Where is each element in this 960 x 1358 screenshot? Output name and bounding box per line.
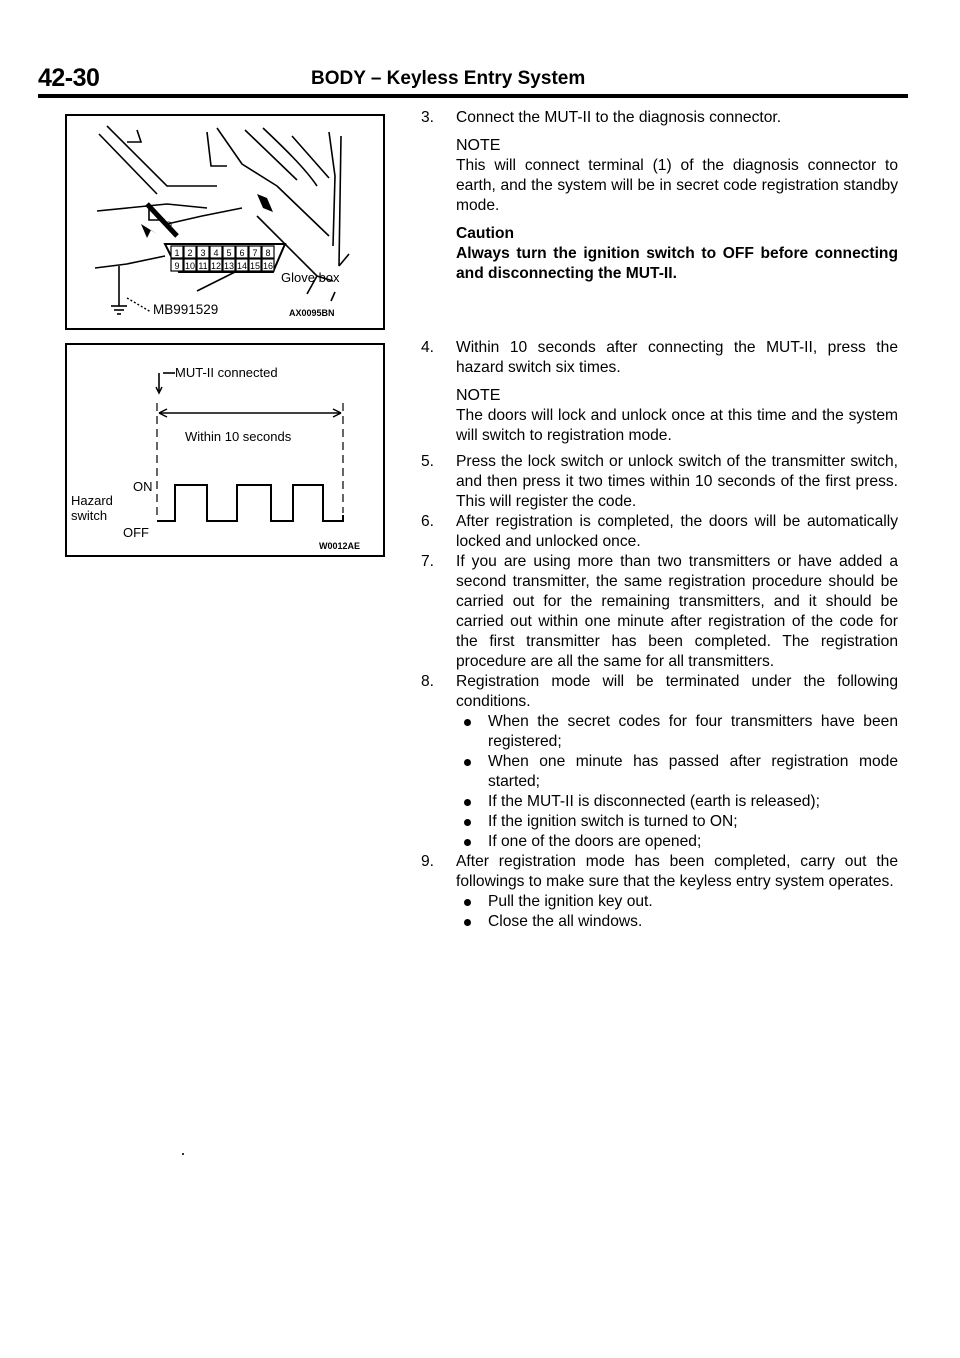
step-number: 9. — [421, 853, 435, 870]
step-text: Press the lock switch or unlock switch of the transmitter switch, and then press it two times within 10 seconds of the first press. This will register the code. — [456, 453, 898, 510]
list-item: When the secret codes for four transmitters have been registered; — [456, 712, 898, 752]
step-text: After registration mode has been completed, carry out the followings to make sure that the keyless entry system operates. — [456, 853, 898, 890]
step-3 — [421, 108, 898, 284]
page-header — [38, 64, 908, 96]
page-number: 42-30 — [38, 64, 100, 92]
hazard-label: Hazard — [71, 493, 113, 508]
bullet-icon — [464, 719, 471, 726]
step-number: 4. — [421, 339, 435, 356]
step-text: If you are using more than two transmitters or have added a second transmitter, the same registration procedure should be carried out for the remaining transmitters, and it should be carried out within one minute after registration of the code for the first transmitter has been completed. The registration procedure are all the same for all transmitters. — [456, 553, 898, 670]
connector-pin-number: 6 — [239, 248, 245, 258]
page-title: BODY – Keyless Entry System — [311, 68, 586, 89]
note-text: This will connect terminal (1) of the diagnosis connector to earth, and the system will be in secret code registration standby mode. — [456, 157, 898, 214]
step-9-bullets — [421, 892, 898, 932]
connector-pin-number: 8 — [265, 248, 271, 258]
step-8-bullets — [421, 712, 898, 852]
connector-pin-number: 12 — [210, 261, 222, 271]
scan-speck — [182, 1153, 184, 1155]
bullet-icon — [464, 759, 471, 766]
step-9 — [421, 852, 898, 892]
step-text: After registration is completed, the doors will be automatically locked and unlocked once. — [456, 513, 898, 550]
figure-code: W0012AE — [319, 541, 361, 551]
step-5 — [421, 452, 898, 512]
list-item: Pull the ignition key out. — [456, 892, 898, 912]
list-item: If one of the doors are opened; — [456, 832, 898, 852]
caution-label: Caution — [456, 225, 515, 242]
connector-illustration — [67, 116, 383, 328]
connector-pin-number: 10 — [184, 261, 196, 271]
connector-pin-number: 15 — [249, 261, 261, 271]
step-4 — [421, 338, 898, 446]
bullet-icon — [464, 899, 471, 906]
step-text: Within 10 seconds after connecting the MUT-II, press the hazard switch six times. — [456, 339, 898, 376]
pointer-icon — [141, 224, 157, 238]
connector-pin-number: 14 — [236, 261, 248, 271]
step-number: 7. — [421, 553, 435, 570]
glove-box-label: Glove box — [281, 270, 340, 285]
on-label: ON — [133, 479, 153, 494]
ground-symbol — [111, 266, 127, 314]
procedure-column — [421, 108, 898, 932]
connector-top-pins — [171, 246, 274, 258]
connector-bottom-pins — [171, 259, 274, 271]
list-item: If the ignition switch is turned to ON; — [456, 812, 898, 832]
list-item: If the MUT-II is disconnected (earth is released); — [456, 792, 898, 812]
figure-code: AX0095BN — [289, 308, 335, 318]
step-7 — [421, 552, 898, 672]
caution-text: Always turn the ignition switch to OFF before connecting and disconnecting the MUT-II. — [456, 245, 898, 282]
off-label: OFF — [123, 525, 149, 540]
connector-pin-number: 5 — [226, 248, 232, 258]
hazard-switch-timing-figure — [65, 343, 385, 557]
list-item: When one minute has passed after registration mode started; — [456, 752, 898, 792]
connector-pin-number: 1 — [174, 248, 180, 258]
connector-pin-number: 13 — [223, 261, 235, 271]
connector-pin-number: 3 — [200, 248, 206, 258]
step-text: Connect the MUT-II to the diagnosis connector. — [456, 109, 782, 126]
connector-pin-number: 2 — [187, 248, 193, 258]
bullet-icon — [464, 919, 471, 926]
step-text: Registration mode will be terminated under the following conditions. — [456, 673, 898, 710]
step-number: 5. — [421, 453, 435, 470]
note-text: The doors will lock and unlock once at this time and the system will switch to registration mode. — [456, 407, 898, 444]
header-rule — [38, 94, 908, 98]
bullet-icon — [464, 839, 471, 846]
connector-pin-number: 16 — [262, 261, 274, 271]
timing-diagram — [67, 345, 383, 555]
connector-pin-number: 9 — [174, 261, 180, 271]
interval-label: Within 10 seconds — [185, 429, 292, 444]
mut-connected-label: MUT-II connected — [175, 365, 278, 380]
diagnosis-connector-figure — [65, 114, 385, 330]
step-8 — [421, 672, 898, 712]
note-label: NOTE — [456, 387, 501, 404]
note-label: NOTE — [456, 137, 501, 154]
connector-pin-number: 4 — [213, 248, 219, 258]
step-number: 6. — [421, 513, 435, 530]
step-number: 8. — [421, 673, 435, 690]
tool-label: MB991529 — [153, 302, 219, 317]
step-6 — [421, 512, 898, 552]
connector-pin-number: 11 — [198, 261, 208, 271]
bullet-icon — [464, 819, 471, 826]
bullet-icon — [464, 799, 471, 806]
svg-text:Q: Q — [165, 220, 173, 230]
list-item: Close the all windows. — [456, 912, 898, 932]
connector-pin-number: 7 — [252, 248, 258, 258]
switch-label: switch — [71, 508, 108, 523]
step-number: 3. — [421, 109, 435, 126]
